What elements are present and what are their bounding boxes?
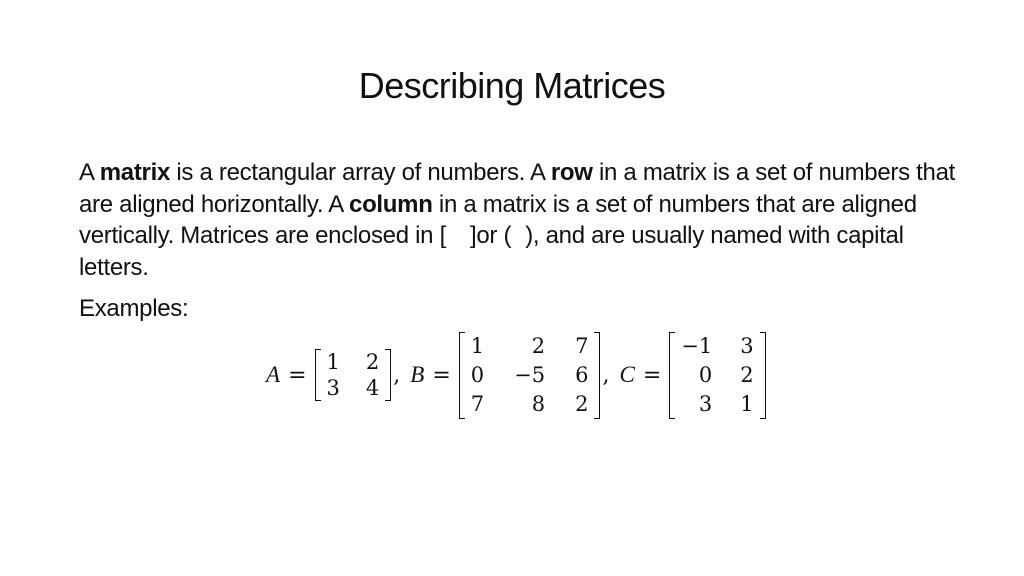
bracket-open-symbol: [: [439, 222, 446, 249]
matrix-c-row: [675, 390, 759, 419]
matrix-a-name: A: [266, 362, 281, 387]
separator-comma: ,: [393, 362, 401, 388]
matrix-cell: 6: [575, 362, 589, 387]
separator-comma: ,: [602, 362, 610, 388]
matrix-cell: 4: [365, 376, 380, 400]
matrix-cell: 0: [698, 362, 713, 387]
text-segment: in a matrix is a set of numbers that are aligned vertically. Matrices are enclosed in: [79, 190, 917, 249]
definition-paragraph: [79, 157, 959, 283]
text-segment: in a matrix is a set of numbers that are aligned horizontally. A: [79, 159, 955, 218]
text-segment: , and are usually named with capital letters.: [79, 222, 904, 281]
matrix-b-name: B: [410, 362, 425, 387]
equals-sign: =: [288, 362, 307, 388]
matrix-a: [315, 349, 392, 401]
matrix-cell: 1: [740, 391, 754, 416]
matrix-cell: −5: [514, 362, 546, 387]
matrix-cell: 1: [326, 350, 340, 374]
paren-close-symbol: ): [525, 222, 533, 249]
matrix-cell: 2: [365, 350, 380, 374]
bracket-close-symbol: ]: [469, 222, 477, 249]
text-segment: A: [79, 159, 100, 186]
matrix-cell: 2: [531, 333, 546, 358]
matrix-cell: 3: [326, 376, 340, 400]
matrix-cell: 2: [575, 391, 589, 416]
matrix-cell: 1: [470, 333, 485, 358]
paren-open-symbol: (: [503, 222, 512, 249]
matrix-c-row: [675, 332, 759, 361]
matrix-a-row: [321, 349, 386, 375]
term-column: column: [349, 190, 433, 218]
matrix-cell: 8: [531, 391, 546, 416]
matrix-cell: 7: [575, 333, 589, 358]
matrix-cell: 3: [740, 333, 754, 358]
term-row: row: [550, 159, 593, 186]
matrix-b: [459, 332, 601, 419]
matrix-cell: 3: [698, 391, 713, 416]
text-segment: is a rectangular array of numbers. A: [170, 159, 551, 186]
equals-sign: =: [432, 362, 451, 388]
matrix-c: [669, 332, 765, 419]
slide-title: Describing Matrices: [358, 65, 666, 106]
matrix-c-row: [675, 361, 759, 390]
text-or: or: [476, 222, 498, 249]
matrix-b-row: [465, 390, 595, 419]
matrix-a-row: [321, 375, 386, 401]
matrix-cell: 0: [470, 362, 485, 387]
matrix-b-row: [465, 361, 595, 390]
matrix-cell: −1: [681, 333, 713, 358]
matrix-examples: [266, 330, 766, 420]
matrix-b-row: [465, 332, 595, 361]
matrix-c-name: C: [619, 362, 635, 387]
term-matrix: matrix: [99, 159, 171, 186]
equals-sign: =: [642, 362, 662, 388]
matrix-cell: 7: [470, 391, 485, 416]
examples-label: Examples:: [79, 295, 189, 322]
matrix-cell: 2: [740, 362, 754, 387]
